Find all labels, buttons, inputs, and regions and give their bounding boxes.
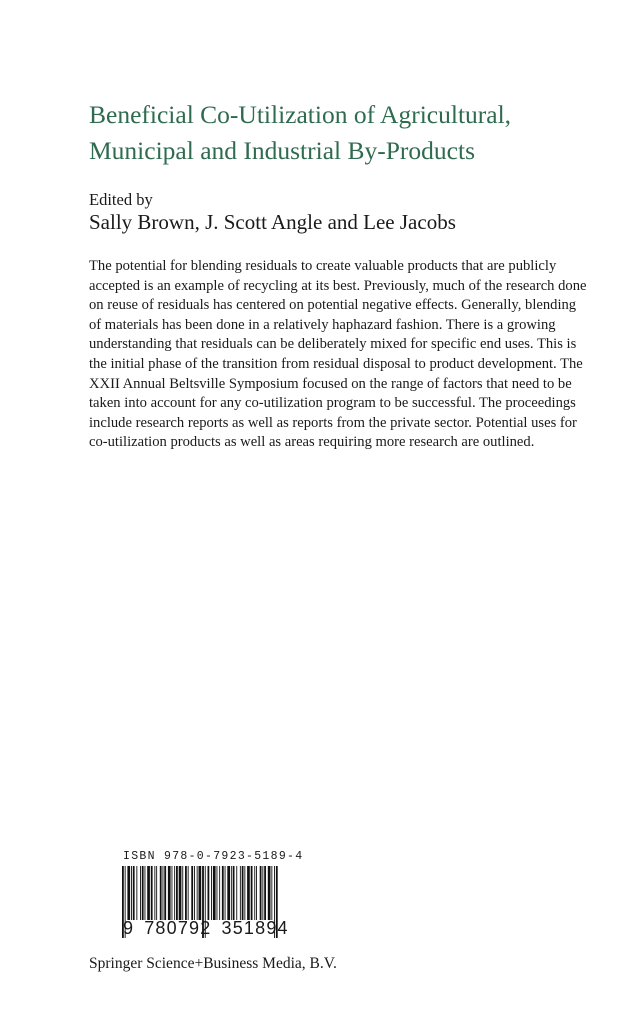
- barcode-bar: [208, 866, 210, 920]
- barcode-bar: [151, 866, 153, 920]
- barcode-bar: [217, 866, 218, 920]
- barcode-bar: [213, 866, 216, 920]
- barcode-digits: [123, 918, 289, 938]
- barcode-bar: [174, 866, 175, 920]
- barcode-bar: [247, 866, 250, 920]
- barcode-bar: [225, 866, 226, 920]
- publisher-name: Springer Science+Business Media, B.V.: [89, 955, 337, 972]
- barcode-bar: [188, 866, 189, 920]
- description-line: The potential for blending residuals to create valuable products that are publicly: [89, 258, 557, 274]
- title-line-2: Municipal and Industrial By-Products: [89, 136, 475, 165]
- barcode-bar: [133, 866, 135, 920]
- barcode-bar: [142, 866, 144, 920]
- barcode-bar: [182, 866, 183, 920]
- barcode-bar: [251, 866, 253, 920]
- barcode-bar: [231, 866, 232, 920]
- barcode-bar: [244, 866, 245, 920]
- barcode-bar: [219, 866, 220, 920]
- barcode-bar: [256, 866, 257, 920]
- barcode-bar: [268, 866, 271, 920]
- barcode-bar: [240, 866, 241, 920]
- barcode-bar: [168, 866, 171, 920]
- description-line: accepted is an example of recycling at its best. Previously, much of the research done: [89, 277, 587, 294]
- description-line: on reuse of residuals has centered on potential negative effects. Generally, blending: [89, 297, 577, 314]
- barcode-bar: [160, 866, 162, 920]
- barcode-bar: [136, 866, 137, 920]
- description-line: understanding that residuals can be deliberately mixed for specific end uses. This is: [89, 336, 577, 353]
- barcode-bar: [236, 866, 237, 920]
- barcode-bar: [176, 866, 178, 920]
- barcode-bar: [271, 866, 272, 920]
- barcode-bar: [147, 866, 150, 920]
- barcode-bar: [191, 866, 193, 920]
- description-line: the initial phase of the transition from residual disposal to product development. The: [89, 355, 583, 372]
- barcode-bar: [260, 866, 262, 920]
- barcode-bar: [185, 866, 187, 920]
- book-description: [89, 257, 587, 453]
- description-line: taken into account for any co-utilization program to be successful. The proceedings: [89, 395, 576, 412]
- barcode-bar: [194, 866, 195, 920]
- barcode-digit-first: 9: [123, 918, 135, 938]
- barcode-bar: [156, 866, 157, 920]
- barcode-bar: [197, 866, 198, 920]
- description-line: co-utilization products as well as areas requiring more research are outlined.: [89, 434, 535, 451]
- barcode-bar: [254, 866, 255, 920]
- isbn-label: ISBN 978-0-7923-5189-4: [123, 850, 304, 863]
- description-line: of materials has been done in a relatively haphazard fashion. There is a growing: [89, 316, 556, 333]
- barcode-bar: [131, 866, 132, 920]
- barcode-bar: [172, 866, 173, 920]
- title-line-1: Beneficial Co-Utilization of Agricultural,: [89, 100, 512, 129]
- barcode-bar: [179, 866, 182, 920]
- barcode-bar: [145, 866, 146, 920]
- barcode-bar: [163, 866, 164, 920]
- barcode-bar: [199, 866, 202, 920]
- barcode-bar: [233, 866, 235, 920]
- barcode-bar: [140, 866, 141, 920]
- barcode-digit-group-1: 780792: [144, 918, 212, 938]
- description-line: XXII Annual Beltsville Symposium focused on the range of factors that need to be: [89, 375, 572, 392]
- barcode-bar: [222, 866, 224, 920]
- barcode-bar: [164, 866, 166, 920]
- book-title: [89, 97, 609, 169]
- barcode-bar: [211, 866, 212, 920]
- edited-by-label: Edited by: [89, 190, 153, 209]
- editors-names: Sally Brown, J. Scott Angle and Lee Jacobs: [89, 210, 456, 234]
- barcode-bar: [227, 866, 230, 920]
- barcode-bar: [262, 866, 263, 920]
- description-line: include research reports as well as reports from the private sector. Potential uses for: [89, 414, 577, 431]
- barcode-bar: [242, 866, 244, 920]
- barcode-digit-group-2: 351894: [221, 918, 289, 938]
- barcode-bar: [264, 866, 266, 920]
- barcode-bar: [127, 866, 130, 920]
- barcode-bar: [154, 866, 155, 920]
